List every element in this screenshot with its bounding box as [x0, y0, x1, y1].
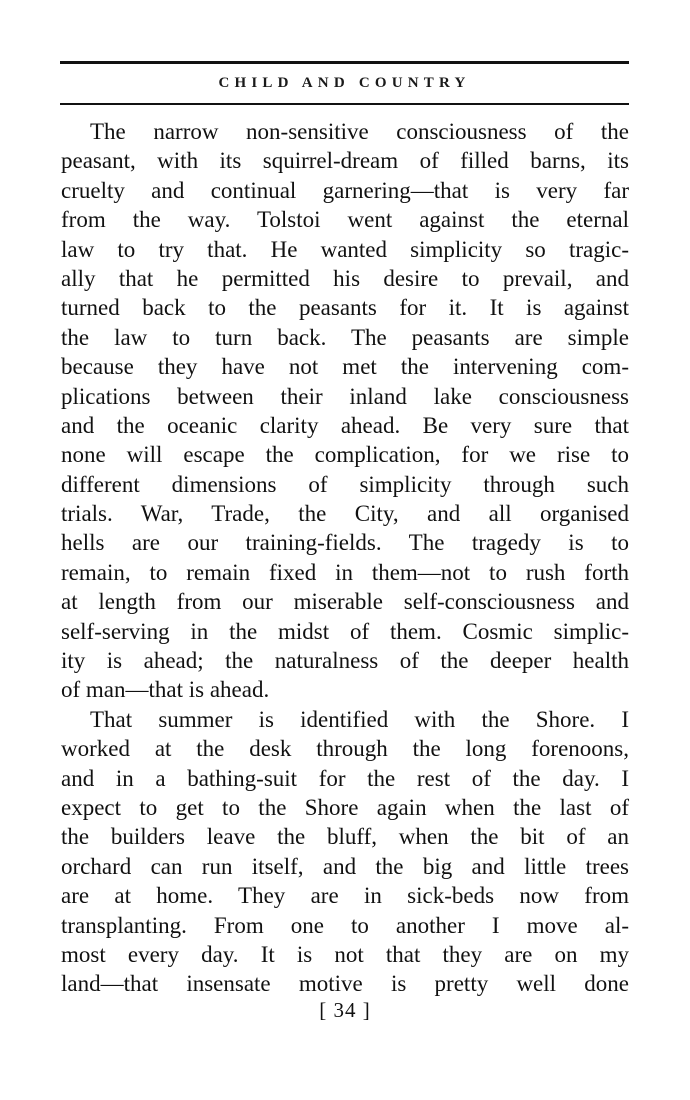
- text-line: cruelty and continual garnering—that is very far: [61, 177, 629, 203]
- text-line: The narrow non-sensitive consciousness of the: [90, 119, 629, 144]
- text-line: the builders leave the bluff, when the bit of an: [61, 824, 629, 850]
- text-line: and the oceanic clarity ahead. Be very sure that: [61, 412, 629, 438]
- text-line: at length from our miserable self-consciousness and: [61, 589, 629, 615]
- text-line: turned back to the peasants for it. It is against: [61, 295, 629, 321]
- running-head: CHILD AND COUNTRY: [218, 75, 471, 91]
- page-number: [ 34 ]: [319, 998, 371, 1022]
- text-line: transplanting. From one to another I move al-: [61, 912, 629, 938]
- text-line-paragraph-start: That summer is identified with the Shore. I: [90, 706, 629, 732]
- text-line: ity is ahead; the naturalness of the deeper health: [61, 648, 629, 674]
- body-text: [61, 117, 629, 999]
- text-line-paragraph-end: of man—that is ahead.: [61, 677, 270, 703]
- text-line: peasant, with its squirrel-dream of filled barns, its: [61, 148, 629, 174]
- text-line: law to try that. He wanted simplicity so tragic-: [61, 236, 629, 262]
- text-line: and in a bathing-suit for the rest of the day. I: [61, 765, 629, 791]
- text-line: expect to get to the Shore again when the last of: [61, 794, 629, 820]
- text-line: from the way. Tolstoi went against the eternal: [61, 207, 629, 233]
- header-rule-top: [60, 61, 629, 64]
- text-line: self-serving in the midst of them. Cosmic simplic-: [61, 618, 629, 644]
- text-line: because they have not met the intervening com-: [61, 354, 629, 380]
- text-line: the law to turn back. The peasants are simple: [61, 324, 629, 350]
- text-line: orchard can run itself, and the big and little trees: [61, 853, 629, 879]
- text-line: different dimensions of simplicity through such: [61, 471, 629, 497]
- text-line: plications between their inland lake consciousness: [61, 383, 629, 409]
- text-line: land—that insensate motive is pretty well done: [61, 971, 629, 997]
- header-rule-bottom: [60, 103, 629, 105]
- text-line: worked at the desk through the long forenoons,: [61, 736, 629, 762]
- text-line: ally that he permitted his desire to prevail, and: [61, 265, 629, 291]
- text-line: none will escape the complication, for we rise to: [61, 442, 629, 468]
- text-line: trials. War, Trade, the City, and all organised: [61, 501, 629, 527]
- text-line: remain, to remain fixed in them—not to rush forth: [61, 559, 629, 585]
- text-line: hells are our training-fields. The tragedy is to: [61, 530, 629, 556]
- text-line: most every day. It is not that they are on my: [61, 941, 629, 967]
- text-line: are at home. They are in sick-beds now from: [61, 883, 629, 909]
